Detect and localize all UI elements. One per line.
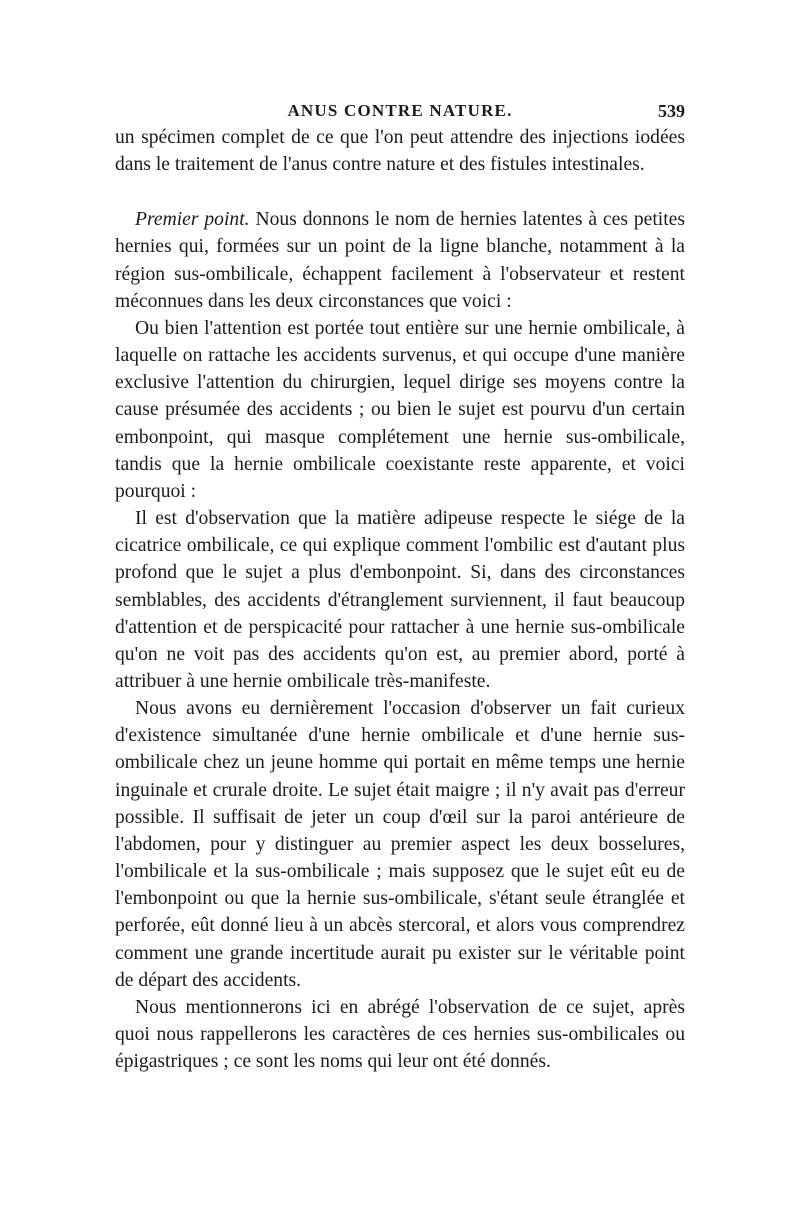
paragraph	[115, 994, 685, 1075]
paragraph-text: Il est d'observation que la matière adipeuse respecte le siége de la cicatrice ombilicale, ce qui explique comment l'ombilic est d'autant plus profond que le sujet a plus d'embonpoint. Si, dans des circonstances semblables, des accidents d'étranglement surviennent, il faut beaucoup d'attention et de perspicacité pour rattacher à une hernie sus-ombilicale qu'on ne voit pas des accidents qu'on est, au premier abord, porté à attribuer à une hernie ombilicale très-manifeste.	[115, 508, 685, 692]
page-header	[115, 96, 685, 126]
page-number: 539	[658, 101, 685, 121]
paragraph	[115, 505, 685, 695]
paragraph-text: un spécimen complet de ce que l'on peut attendre des injections iodées dans le traitement de l'anus contre nature et des fistules intestinales.	[115, 127, 685, 176]
paragraph-text: Nous mentionnerons ici en abrégé l'observation de ce sujet, après quoi nous rappellerons les caractères de ces hernies sus-ombilicales ou épigastriques ; ce sont les noms qui leur ont été donnés.	[115, 996, 685, 1073]
paragraph-premier-point	[115, 206, 685, 315]
paragraph-text: Nous avons eu dernièrement l'occasion d'observer un fait curieux d'existence simultanée d'une hernie ombilicale et d'une hernie sus-ombilicale chez un jeune homme qui portait en même temps une hernie inguinale et crurale droite. Le sujet était maigre ; il n'y avait pas d'erreur possible. Il suffisait de jeter un coup d'œil sur la paroi antérieure de l'abdomen, pour y distinguer au premier aspect les deux bosselures, l'ombilicale et la sus-ombilicale ; mais supposez que le sujet eût eu de l'embonpoint ou que la hernie sus-ombilicale, s'étant seule étranglée et perforée, eût donné lieu à un abcès stercoral, et alors vous comprendrez comment une grande incertitude aurait pu exister sur le véritable point de départ des accidents.	[115, 698, 685, 991]
paragraph	[115, 695, 685, 994]
paragraph	[115, 315, 685, 505]
paragraph-text: Nous donnons le nom de hernies latentes à ces petites hernies qui, formées sur un point de la ligne blanche, notamment à la région sus-ombilicale, échappent facilement à l'observateur et restent méconnues dans les deux circonstances que voici :	[115, 209, 685, 312]
body-text	[115, 124, 685, 1075]
paragraph-continuation	[115, 124, 685, 178]
section-lead-in: Premier point.	[135, 209, 250, 231]
paragraph-text: Ou bien l'attention est portée tout entière sur une hernie ombilicale, à laquelle on rattache les accidents survenus, et qui occupe d'une manière exclusive l'attention du chirurgien, lequel dirige ses moyens contre la cause présumée des accidents ; ou bien le sujet est pourvu d'un certain embonpoint, qui masque complétement une hernie sus-ombilicale, tandis que la hernie ombilicale coexistante reste apparente, et voici pourquoi :	[115, 317, 685, 502]
running-title: ANUS CONTRE NATURE.	[287, 101, 513, 120]
